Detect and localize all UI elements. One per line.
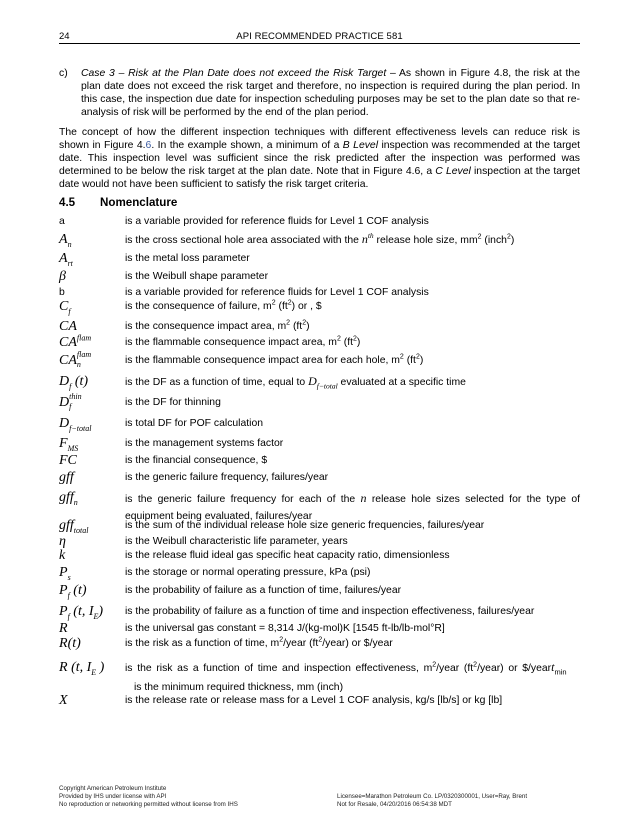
definition: is the release fluid ideal gas specific heat capacity ratio, dimensionless — [125, 550, 450, 561]
symbol-subscript: f — [67, 611, 70, 621]
symbol-subscript: n — [73, 497, 78, 507]
running-title: API RECOMMENDED PRACTICE 581 — [236, 31, 403, 42]
symbol — [59, 416, 92, 433]
text-run: /year (ft — [283, 638, 319, 649]
text-run: evaluated at a specific time — [337, 377, 466, 388]
text-run: (ft — [275, 301, 288, 312]
symbol-subscript: f — [69, 402, 72, 411]
definition: is the probability of failure as a function of time and inspection effectiveness, failures/year — [125, 606, 535, 617]
symbol: b — [59, 287, 65, 298]
text-run: /year) or $/year — [477, 663, 552, 674]
item-text — [81, 67, 580, 119]
symbol — [59, 232, 72, 249]
text-run: release hole size, mm — [373, 235, 478, 246]
definition: is total DF for POF calculation — [125, 418, 264, 429]
text-run: release hole sizes selected for the type of equipment being evaluated, failures/year — [125, 494, 580, 522]
text-run: is the consequence of failure, m — [125, 301, 272, 312]
superscript: 2 — [286, 319, 291, 327]
symbol-base: A — [59, 232, 68, 247]
text-run: inspection at the target date would not have been sufficient to satisfy the risk target criteria. — [59, 166, 580, 190]
definition: is the storage or normal operating pressure, kPa (psi) — [125, 567, 371, 578]
symbol-base: P — [59, 583, 68, 598]
text-run: is the flammable consequence impact area, m — [125, 337, 337, 348]
definition: is the release rate or release mass for a Level 1 COF analysis, kg/s [lb/s] or kg [lb] — [125, 695, 503, 706]
footer-line: Not for Resale, 04/20/2016 06:54:38 MDT — [337, 801, 452, 808]
symbol: R — [59, 621, 68, 636]
symbol-base: C — [59, 299, 69, 314]
symbol-superscript: thin — [69, 392, 82, 401]
figure-link[interactable]: 6 — [145, 140, 152, 151]
text-run: ) — [419, 355, 424, 366]
text-run: ) — [356, 337, 361, 348]
text-run: ) — [510, 235, 515, 246]
symbol: k — [59, 548, 66, 563]
definition: is the probability of failure as a function of time, failures/year — [125, 585, 402, 596]
footer-left — [59, 785, 238, 809]
text-run: inspection was recommended at the target date. This inspection level was sufficient since the risk predicted after the inspection was performed was determined to be below the risk target at the plan date. Note that in Figure 4.6, a — [59, 140, 580, 177]
definition: is a variable provided for reference fluids for Level 1 COF analysis — [125, 216, 429, 227]
text-run: The concept of how the different inspection techniques with different effectiveness levels can reduce risk is shown in Figure 4. — [59, 127, 580, 151]
superscript: 2 — [432, 661, 437, 669]
definition: is the management systems factor — [125, 438, 284, 449]
text-run: is the consequence impact area, m — [125, 321, 287, 332]
symbol-subscript: total — [73, 525, 89, 535]
superscript: 2 — [318, 636, 323, 644]
text-run: is the generic failure frequency for each of the — [125, 494, 361, 505]
section-title: Nomenclature — [100, 196, 178, 209]
superscript: 2 — [506, 233, 511, 241]
symbol: a — [59, 216, 65, 227]
symbol-scripts — [76, 350, 97, 369]
text-run: /year (ft — [436, 663, 474, 674]
symbol — [59, 637, 81, 650]
definition — [125, 375, 580, 389]
text-run: is the DF as a function of time, equal to — [125, 377, 309, 388]
footer-line: Copyright American Petroleum Institute — [59, 785, 167, 792]
symbol-superscript: flam — [76, 333, 92, 343]
symbol-scripts — [69, 392, 93, 411]
math-subscript: min — [554, 667, 567, 677]
symbol — [59, 583, 87, 600]
symbol-subscript: f — [68, 306, 71, 316]
footer-line: Provided by IHS under license with API — [59, 793, 167, 800]
symbol — [59, 565, 71, 582]
symbol-subscript: f — [67, 590, 70, 600]
math-var — [362, 232, 374, 246]
symbol-base: P — [59, 565, 68, 580]
symbol: gff — [59, 470, 74, 485]
symbol — [59, 436, 79, 453]
item-label: c) — [59, 68, 68, 79]
item-body: – As shown in Figure 4.8, the risk at the plan date does not exceed the risk target and therefore, no inspection is required during the plan period. In this case, the inspection due date for inspection scheduling purposes may be set to the plan date so that re-analysis of risk will be performed by the end of the plan period. — [81, 68, 580, 118]
symbol-argument: (t, I — [71, 660, 92, 675]
symbol-base: R — [59, 636, 68, 651]
symbol — [59, 392, 93, 411]
symbol: CA — [59, 319, 77, 334]
symbol-base: CA — [59, 335, 77, 350]
definition: is the minimum required thickness, mm (inch) — [134, 682, 344, 693]
text-run: (inch — [481, 235, 507, 246]
math-base: n — [361, 232, 368, 246]
text-run: is the risk as a function of time and inspection effectiveness, m — [125, 663, 433, 674]
footer-line: No reproduction or networking permitted without license from IHS — [59, 801, 238, 808]
superscript: 2 — [353, 335, 357, 343]
definition: is the DF for thinning — [125, 397, 221, 408]
symbol-subscript: n — [76, 360, 81, 369]
argument-subscript: E — [91, 667, 97, 677]
symbol-subscript: s — [67, 572, 71, 582]
text-run: ) — [306, 321, 310, 332]
argument-close: ) — [99, 660, 105, 675]
definition: is the generic failure frequency, failures/year — [125, 472, 329, 483]
footer-right — [337, 785, 527, 809]
text-run: is the flammable consequence impact area for each hole, m — [125, 355, 400, 366]
definition: is the Weibull shape parameter — [125, 271, 269, 282]
symbol-argument: (t) — [67, 636, 81, 651]
definition — [125, 637, 580, 650]
text-run: (ft — [290, 321, 303, 332]
symbol: β — [59, 269, 66, 284]
symbol — [59, 604, 104, 621]
symbol-base: F — [59, 436, 68, 451]
math-base: D — [308, 374, 317, 388]
definition — [125, 336, 580, 349]
definition: is the sum of the individual release hole size generic frequencies, failures/year — [125, 520, 485, 531]
superscript: 2 — [477, 233, 482, 241]
text-run: . In the example shown, a minimum of a — [151, 140, 343, 151]
definition — [125, 661, 580, 675]
superscript: 2 — [271, 299, 276, 307]
superscript: 2 — [287, 299, 292, 307]
definition: is the financial consequence, $ — [125, 455, 268, 466]
text-run: (ft — [340, 337, 353, 348]
text-run: is the risk as a function of time, m — [125, 638, 280, 649]
symbol: FC — [59, 453, 77, 468]
symbol-subscript: rt — [67, 258, 73, 268]
superscript: 2 — [336, 335, 341, 343]
argument-subscript: E — [93, 611, 99, 621]
symbol — [59, 333, 92, 350]
symbol: η — [59, 534, 66, 549]
definition — [125, 320, 580, 333]
math-var — [308, 374, 338, 391]
superscript: 2 — [399, 353, 404, 361]
symbol-argument: (t) — [73, 583, 87, 598]
argument-close: ) — [98, 604, 104, 619]
symbol: X — [59, 693, 68, 708]
symbol — [59, 518, 89, 535]
symbol — [59, 299, 71, 316]
symbol — [59, 660, 105, 677]
symbol-subscript: MS — [67, 443, 79, 453]
definition — [125, 300, 580, 313]
symbol-subscript: f−total — [69, 423, 92, 433]
symbol-subscript: n — [67, 239, 72, 249]
symbol-base: CA — [59, 353, 77, 368]
section-number: 4.5 — [59, 196, 76, 209]
symbol-subscript: f — [69, 381, 72, 391]
symbol-base: D — [59, 395, 70, 410]
text-run: /year) or $/year — [322, 638, 393, 649]
page-header — [59, 31, 580, 44]
superscript: 2 — [473, 661, 478, 669]
definition: is the universal gas constant = 8,314 J/(kg-mol)K [1545 ft-lb/lb-mol°R] — [125, 623, 445, 634]
symbol-base: P — [59, 604, 68, 619]
symbol-base: gff — [59, 490, 74, 505]
symbol-base: D — [59, 374, 70, 389]
math-var-tmin — [551, 660, 567, 677]
symbol-argument: (t) — [74, 374, 89, 389]
footer-spacer — [337, 785, 527, 793]
text-run: ) or , $ — [291, 301, 322, 312]
text-run: is the cross sectional hole area associated with the — [125, 235, 362, 246]
symbol — [59, 490, 78, 507]
superscript: 2 — [415, 353, 420, 361]
concept-paragraph — [59, 126, 580, 191]
footer-line: Licensee=Marathon Petroleum Co. LP/0320300001, User=Ray, Brent — [337, 793, 528, 800]
text-run: (ft — [403, 355, 416, 366]
symbol — [59, 374, 89, 391]
superscript: 2 — [279, 636, 284, 644]
math-superscript: th — [367, 231, 374, 240]
definition: is the Weibull characteristic life parameter, years — [125, 536, 348, 547]
math-base: t — [551, 660, 555, 674]
italic-run: C Level — [435, 166, 471, 177]
definition: is the metal loss parameter — [125, 253, 250, 264]
item-title: Case 3 – Risk at the Plan Date does not exceed the Risk Target — [81, 68, 387, 79]
symbol — [59, 350, 97, 369]
italic-run: B Level — [342, 140, 379, 151]
symbol-base: R — [59, 660, 68, 675]
definition: is a variable provided for reference fluids for Level 1 COF analysis — [125, 287, 429, 298]
symbol-superscript: flam — [76, 350, 92, 359]
symbol-base: D — [59, 416, 70, 431]
symbol-base: gff — [59, 518, 74, 533]
math-var: n — [360, 491, 367, 505]
page-number: 24 — [59, 31, 70, 42]
symbol — [59, 251, 73, 268]
definition — [125, 354, 580, 367]
definition — [125, 233, 580, 247]
math-subscript: f−total — [316, 381, 338, 391]
superscript: 2 — [302, 319, 307, 327]
symbol-argument: (t, I — [73, 604, 94, 619]
symbol-base: A — [59, 251, 68, 266]
